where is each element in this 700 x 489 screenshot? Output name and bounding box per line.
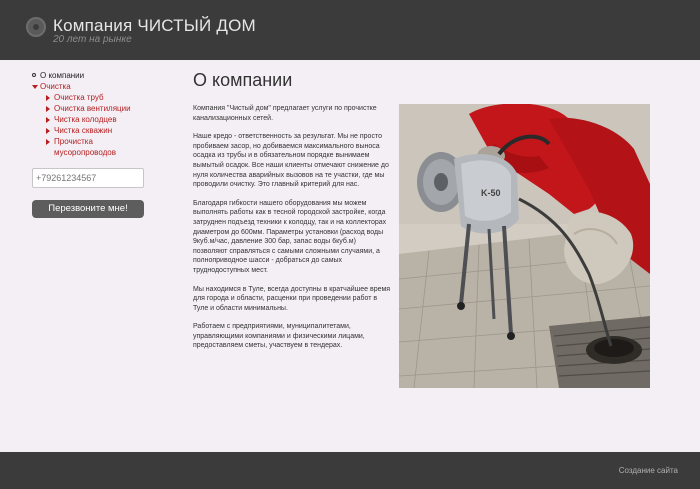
submenu-item-wells[interactable] [46, 114, 152, 125]
callback-button[interactable]: Перезвоните мне! [32, 200, 144, 218]
submenu-item-pipes[interactable] [46, 92, 152, 103]
paragraph: Мы находимся в Туле, всегда доступны в кратчайшее время для города и области, расценки при проведении работ в Туле и области минимальны. [193, 285, 391, 312]
submenu-item-boreholes[interactable] [46, 125, 152, 136]
photo-illustration [399, 104, 650, 388]
triangle-right-icon [46, 95, 50, 101]
triangle-down-icon [32, 85, 38, 89]
submenu-item-chutes[interactable] [46, 136, 152, 158]
machine-label: K-50 [481, 188, 501, 198]
sidebar [32, 70, 152, 158]
submenu-item-label[interactable]: Очистка вентиляции [54, 104, 131, 113]
site-header [0, 0, 700, 60]
paragraph: Компания "Чистый дом" предлагает услуги по прочистке канализационных сетей. [193, 105, 377, 122]
triangle-right-icon [46, 117, 50, 123]
triangle-right-icon [46, 106, 50, 112]
submenu-item-label[interactable]: Очистка труб [54, 93, 104, 102]
menu-item-label[interactable]: Очистка [40, 82, 71, 91]
paragraph: Работаем с предприятиями, муниципалитетами, управляющими компаниями и физическими лицами, предоставляем сметы, участвуем в тендерах. [193, 323, 365, 350]
site-title[interactable]: Компания ЧИСТЫЙ ДОМ [53, 16, 256, 35]
site-footer [0, 452, 700, 489]
content-text [193, 104, 391, 360]
submenu-item-label[interactable]: Прочистка мусоропроводов [54, 137, 116, 157]
submenu-item-label[interactable]: Чистка скважин [54, 126, 113, 135]
paragraph: Благодаря гибкости нашего оборудования мы можем выполнять работы как в тесной городской застройке, когда затруднен подъезд техники к колодцу, так и на коллекторах диаметром до 600мм. Параметры установки (расход воды 9куб.м/час, давление 300 бар, запас воды 6куб.м) позволяют справляться с самыми сложными случаями, а полноприводное шасси - добраться до самых труднодоступных мест. [193, 199, 387, 274]
menu-item-about[interactable] [32, 70, 152, 81]
drain-cleaning-photo [399, 104, 650, 388]
triangle-right-icon [46, 128, 50, 134]
menu-item-label[interactable]: О компании [40, 71, 85, 80]
site-slogan: 20 лет на рынке [53, 34, 132, 45]
page-title: О компании [193, 70, 293, 90]
logo-icon[interactable] [26, 17, 46, 37]
bullet-icon [32, 73, 36, 77]
menu-item-cleaning[interactable] [32, 81, 152, 158]
paragraph: Наше кредо - ответственность за результат. Мы не просто пробиваем засор, но добиваемся максимального выноса осадка из трубы и в обязательном порядке вынимаем вымытый осадок. Все наши клиенты отмечают снижение до нуля количества аварийных вызовов на те участки, где мы проводили очистку. Это главный критерий для нас. [193, 133, 389, 189]
sidebar-menu [32, 70, 152, 158]
submenu-item-ventilation[interactable] [46, 103, 152, 114]
submenu [46, 92, 152, 158]
phone-input[interactable] [32, 168, 144, 188]
submenu-item-label[interactable]: Чистка колодцев [54, 115, 117, 124]
triangle-right-icon [46, 139, 50, 145]
site-creation-link[interactable]: Создание сайта [618, 466, 678, 475]
